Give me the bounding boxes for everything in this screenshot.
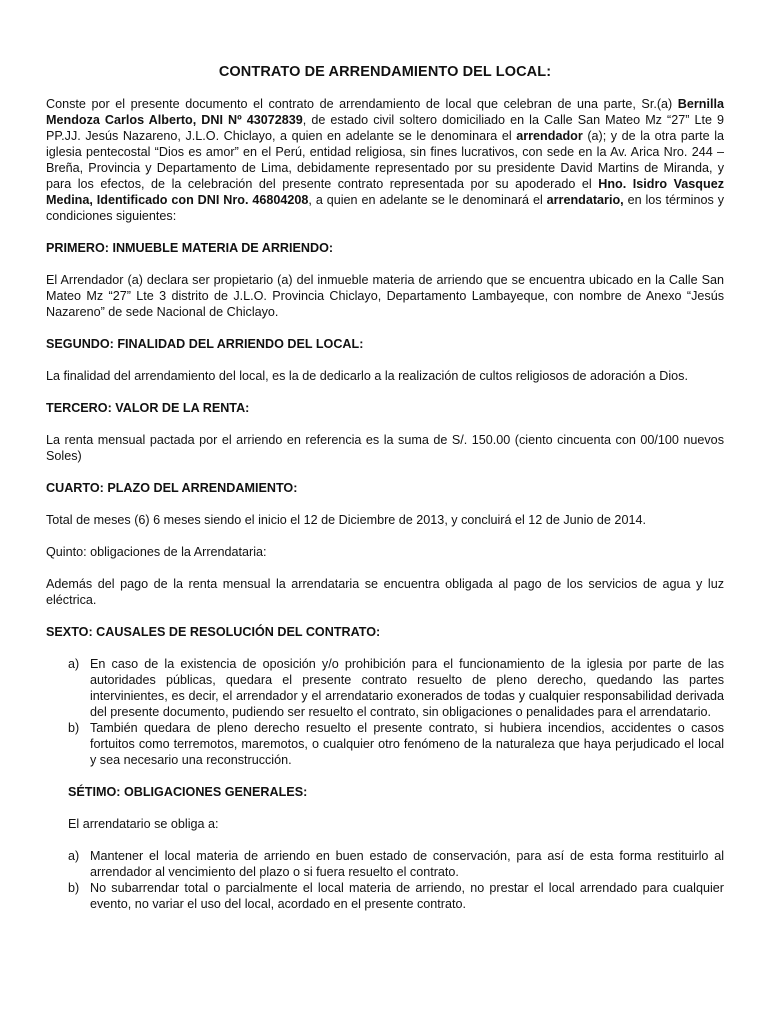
section-setimo-intro: El arrendatario se obliga a: <box>68 817 219 831</box>
intro-paragraph <box>46 96 724 224</box>
section-tercero-body: La renta mensual pactada por el arriendo en referencia es la suma de S/. 150.00 (ciento cincuenta con 00/100 nuevos Soles) <box>46 433 724 463</box>
section-segundo-heading: SEGUNDO: FINALIDAD DEL ARRIENDO DEL LOCAL: <box>46 337 364 351</box>
list-marker: b) <box>68 881 80 895</box>
section-quinto-heading: Quinto: obligaciones de la Arrendataria: <box>46 545 267 559</box>
intro-text-1: Conste por el presente documento el contrato de arrendamiento de local que celebran de una parte, Sr.(a) <box>46 97 678 111</box>
section-tercero-heading: TERCERO: VALOR DE LA RENTA: <box>46 401 250 415</box>
intro-text-3: (a); y de la otra parte la iglesia pentecostal “Dios es amor” en el Perú, entidad religiosa, sin fines lucrativos, con sede en la Av. Arica Nro. 244 – Breña, Provincia y Departamento de Lima, debidamente representado por su presidente David Martins de Miranda, y para los efectos, de la celebración del presente contrato representada por su apoderado el <box>46 129 725 191</box>
section-primero-heading: PRIMERO: INMUEBLE MATERIA DE ARRIENDO: <box>46 241 334 255</box>
apoderado-identity: Hno. Isidro Vasquez Medina, Identificado con DNI Nro. 46804208 <box>46 177 724 207</box>
section-quinto-body: Además del pago de la renta mensual la arrendataria se encuentra obligada al pago de los servicios de agua y luz eléctrica. <box>46 577 724 607</box>
list-item-text: También quedara de pleno derecho resuelto el presente contrato, si hubiera incendios, accidentes o casos fortuitos como terremotos, maremotos, o cualquier otro fenómeno de la naturaleza que haya perjudicado el local y sea necesario una reconstrucción. <box>90 721 724 767</box>
list-item <box>46 656 724 720</box>
arrendatario-term: arrendatario, <box>546 193 624 207</box>
section-segundo-body: La finalidad del arrendamiento del local, es la de dedicarlo a la realización de cultos religiosos de adoración a Dios. <box>46 369 688 383</box>
list-marker: a) <box>68 849 80 863</box>
list-item <box>46 848 724 880</box>
intro-text-2: , de estado civil soltero domiciliado en la Calle San Mateo Mz “27” Lte 9 PP.JJ. Jesús Nazareno, J.L.O. Chiclayo, a quien en adelante se le denominara el <box>46 113 724 143</box>
arrendador-identity: Bernilla Mendoza Carlos Alberto, DNI Nº 43072839 <box>46 97 724 127</box>
intro-text-4: , a quien en adelante se le denominará el <box>308 193 547 207</box>
list-item-text: No subarrendar total o parcialmente el local materia de arriendo, no prestar el local arrendado para cualquier evento, no variar el uso del local, acordado en el presente contrato. <box>90 881 724 911</box>
list-item <box>46 720 724 768</box>
intro-text-5: en los términos y condiciones siguientes: <box>46 193 724 223</box>
setimo-list <box>46 848 724 912</box>
list-item <box>46 880 724 912</box>
arrendador-term: arrendador <box>516 129 583 143</box>
section-sexto-heading: SEXTO: CAUSALES DE RESOLUCIÓN DEL CONTRATO: <box>46 625 381 639</box>
section-primero-body: El Arrendador (a) declara ser propietario (a) del inmueble materia de arriendo que se encuentra ubicado en la Calle San Mateo Mz “27” Lte 3 distrito de J.L.O. Provincia Chiclayo, Departamento Lambayeque, con nombre de Anexo “Jesús Nazareno” de sede Nacional de Chiclayo. <box>46 273 724 319</box>
list-item-text: En caso de la existencia de oposición y/o prohibición para el funcionamiento de la iglesia por parte de las autoridades públicas, quedara el presente contrato resuelto de pleno derecho, quedando las partes intervinientes, es decir, el arrendador y el arrendatario exonerados de todas y cualquier responsabilidad derivada del presente documento, pudiendo ser resuelto el contrato, sin obligaciones o penalidades para el arrendatario. <box>90 657 724 719</box>
document-title: CONTRATO DE ARRENDAMIENTO DEL LOCAL: <box>218 64 552 80</box>
list-item-text: Mantener el local materia de arriendo en buen estado de conservación, para así de esta forma restituirlo al arrendador al vencimiento del plazo o si fuera resuelto el contrato. <box>90 849 724 879</box>
list-marker: b) <box>68 721 80 735</box>
sexto-list <box>46 656 724 768</box>
section-cuarto-heading: CUARTO: PLAZO DEL ARRENDAMIENTO: <box>46 481 298 495</box>
section-setimo-heading: SÉTIMO: OBLIGACIONES GENERALES: <box>68 785 308 799</box>
section-cuarto-body: Total de meses (6) 6 meses siendo el inicio el 12 de Diciembre de 2013, y concluirá el 12 de Junio de 2014. <box>46 513 646 527</box>
list-marker: a) <box>68 657 80 671</box>
